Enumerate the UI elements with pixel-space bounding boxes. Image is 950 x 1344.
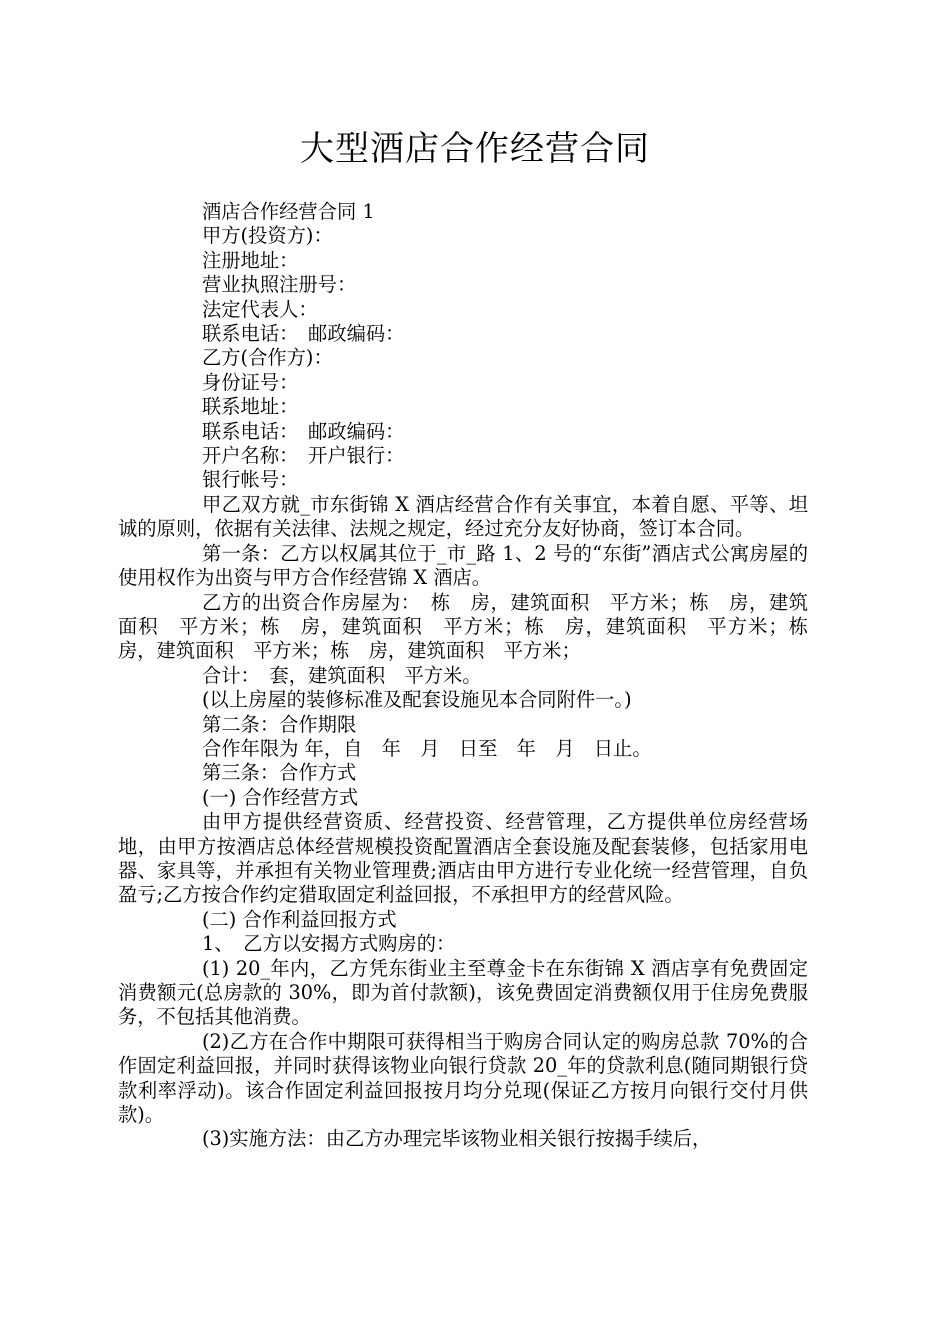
paragraph: (3)实施方法：由乙方办理完毕该物业相关银行按揭手续后， [202, 1127, 712, 1151]
paragraph: 甲方(投资方)： [202, 224, 333, 248]
paragraph: 1、 乙方以安揭方式购房的： [202, 932, 456, 956]
paragraph: 注册地址： [202, 248, 299, 272]
paragraph: 银行帐号： [202, 468, 299, 492]
paragraph: 酒店合作经营合同 1 [202, 200, 375, 223]
paragraph: 合作年限为 年，自 年 月 日至 年 月 日止。 [202, 736, 652, 760]
paragraph: 乙方的出资合作房屋为： 栋 房，建筑面积 平方米；栋 房，建筑面积 平方米；栋 房，建筑面积 平方米；栋 房，建筑面积 平方米；栋房，建筑面积 平方米；栋 房，建筑面积 平方米； [118, 590, 808, 663]
paragraph: 第三条：合作方式 [202, 761, 357, 785]
paragraph: 第二条：合作期限 [202, 712, 357, 736]
paragraph: 联系电话： 邮政编码： [202, 419, 405, 443]
paragraph: 开户名称： 开户银行： [202, 444, 405, 468]
paragraph: (二) 合作利益回报方式 [202, 907, 397, 931]
paragraph: 第一条：乙方以权属其位于_市_路 1、2 号的“东街”酒店式公寓房屋的使用权作为出资与甲方合作经营锦 X 酒店。 [118, 541, 808, 590]
document-title: 大型酒店合作经营合同 [300, 129, 650, 169]
paragraph: (1) 20_年内，乙方凭东街业主至尊金卡在东街锦 X 酒店享有免费固定消费额元(总房款的 30%，即为首付款额)，该免费固定消费额仅用于住房免费服务，不包括其他消费。 [118, 956, 808, 1029]
document-body [118, 200, 808, 1152]
paragraph: 法定代表人： [202, 297, 318, 321]
paragraph: 合计： 套，建筑面积 平方米。 [202, 663, 482, 687]
paragraph: (一) 合作经营方式 [202, 785, 359, 809]
paragraph: 乙方(合作方)： [202, 346, 333, 370]
paragraph: 联系地址： [202, 395, 299, 419]
paragraph: 甲乙双方就_市东街锦 X 酒店经营合作有关事宜，本着自愿、平等、坦诚的原则，依据有关法律、法规之规定，经过充分友好协商，签订本合同。 [118, 492, 808, 541]
paragraph: 联系电话： 邮政编码： [202, 322, 405, 346]
paragraph: 营业执照注册号： [202, 273, 357, 297]
paragraph: (2)乙方在合作中期限可获得相当于购房合同认定的购房总款 70%的合作固定利益回报，并同时获得该物业向银行贷款 20_年的贷款利息(随同期银行贷款利率浮动)。该合作固定利益回报按月均分兑现(保证乙方按月向银行交付月供款)。 [118, 1029, 808, 1127]
paragraph: 身份证号： [202, 370, 299, 394]
paragraph: (以上房屋的装修标准及配套设施见本合同附件一。) [202, 688, 632, 712]
paragraph: 由甲方提供经营资质、经营投资、经营管理，乙方提供单位房经营场地，由甲方按酒店总体经营规模投资配置酒店全套设施及配套装修，包括家用电器、家具等，并承担有关物业管理费;酒店由甲方进行专业化统一经营管理，自负盈亏;乙方按合作约定猎取固定利益回报，不承担甲方的经营风险。 [118, 810, 808, 907]
